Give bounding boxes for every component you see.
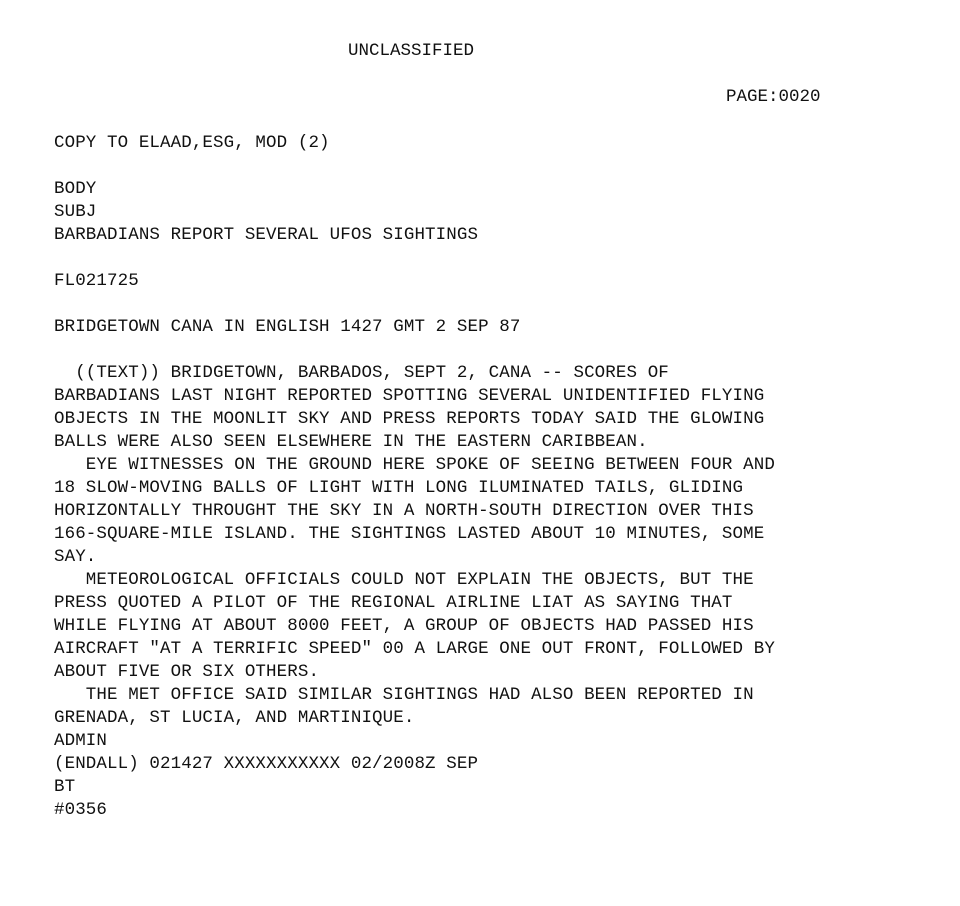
admin-label: ADMIN	[54, 731, 108, 751]
message-number: #0356	[54, 800, 108, 820]
text-line: BALLS WERE ALSO SEEN ELSEWHERE IN THE EASTERN CARIBBEAN.	[54, 432, 648, 452]
serial-number: FL021725	[54, 271, 139, 291]
text-line: 18 SLOW-MOVING BALLS OF LIGHT WITH LONG ILUMINATED TAILS, GLIDING	[54, 478, 744, 498]
text-line: BARBADIANS LAST NIGHT REPORTED SPOTTING SEVERAL UNIDENTIFIED FLYING	[54, 386, 765, 406]
endall-line: (ENDALL) 021427 XXXXXXXXXXX 02/2008Z SEP	[54, 754, 479, 774]
source-line: BRIDGETOWN CANA IN ENGLISH 1427 GMT 2 SEP 87	[54, 317, 521, 337]
subj-label: SUBJ	[54, 202, 97, 222]
text-line: AIRCRAFT "AT A TERRIFIC SPEED" 00 A LARGE ONE OUT FRONT, FOLLOWED BY	[54, 639, 775, 659]
text-line: WHILE FLYING AT ABOUT 8000 FEET, A GROUP OF OBJECTS HAD PASSED HIS	[54, 616, 754, 636]
text-line: EYE WITNESSES ON THE GROUND HERE SPOKE OF SEEING BETWEEN FOUR AND	[54, 455, 775, 475]
copy-to-line: COPY TO ELAAD,ESG, MOD (2)	[54, 133, 330, 153]
body-label: BODY	[54, 179, 97, 199]
subject-line: BARBADIANS REPORT SEVERAL UFOS SIGHTINGS	[54, 225, 479, 245]
text-line: GRENADA, ST LUCIA, AND MARTINIQUE.	[54, 708, 415, 728]
text-line: 166-SQUARE-MILE ISLAND. THE SIGHTINGS LASTED ABOUT 10 MINUTES, SOME	[54, 524, 765, 544]
classification-header: UNCLASSIFIED	[348, 41, 475, 61]
bt-label: BT	[54, 777, 76, 797]
text-line: SAY.	[54, 547, 97, 567]
text-line: ABOUT FIVE OR SIX OTHERS.	[54, 662, 320, 682]
text-line: ((TEXT)) BRIDGETOWN, BARBADOS, SEPT 2, CANA -- SCORES OF	[54, 363, 669, 383]
text-line: OBJECTS IN THE MOONLIT SKY AND PRESS REPORTS TODAY SAID THE GLOWING	[54, 409, 765, 429]
text-line: THE MET OFFICE SAID SIMILAR SIGHTINGS HAD ALSO BEEN REPORTED IN	[54, 685, 754, 705]
text-line: HORIZONTALLY THROUGHT THE SKY IN A NORTH-SOUTH DIRECTION OVER THIS	[54, 501, 754, 521]
text-line: METEOROLOGICAL OFFICIALS COULD NOT EXPLAIN THE OBJECTS, BUT THE	[54, 570, 754, 590]
page-number: PAGE:0020	[726, 87, 821, 107]
text-line: PRESS QUOTED A PILOT OF THE REGIONAL AIRLINE LIAT AS SAYING THAT	[54, 593, 733, 613]
